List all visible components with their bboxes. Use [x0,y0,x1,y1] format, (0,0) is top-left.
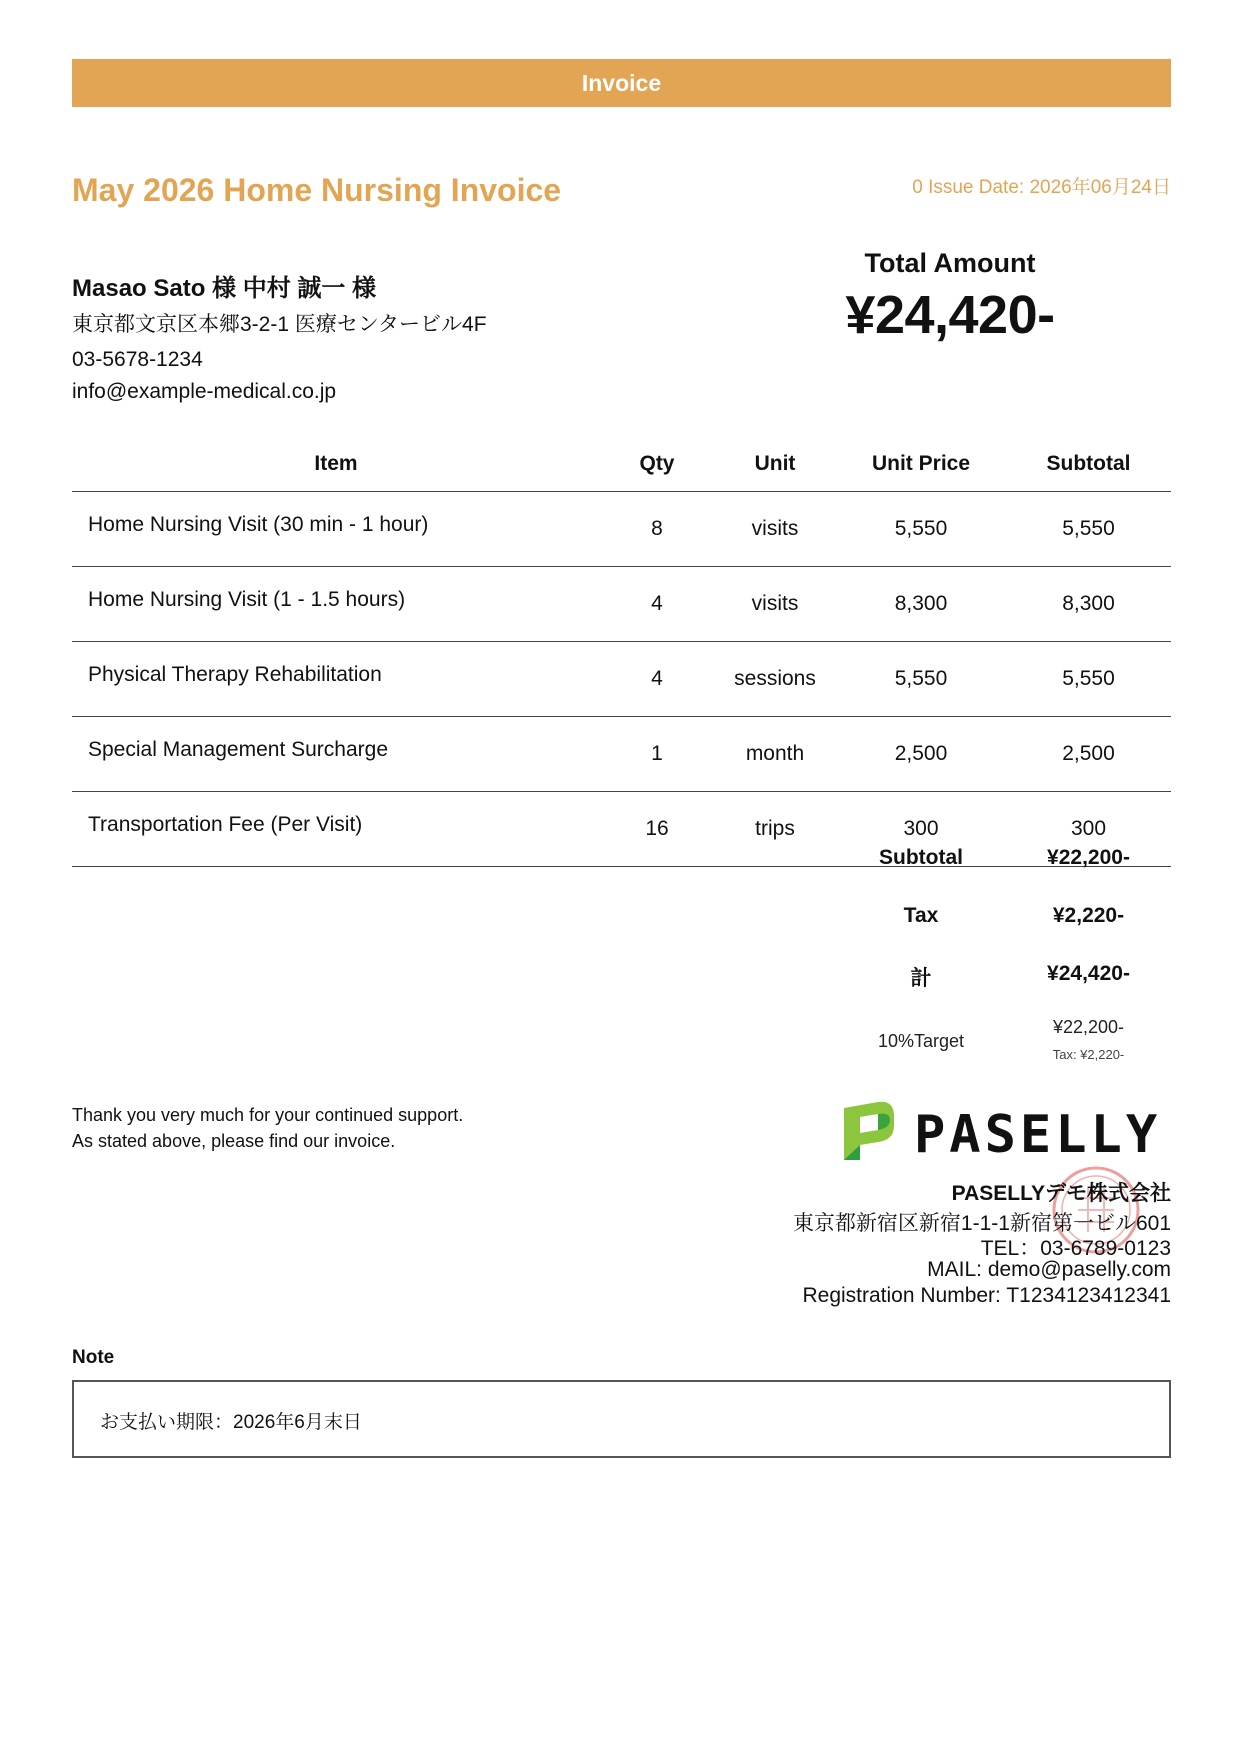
header-qty: Qty [600,437,714,492]
client-phone: 03-5678-1234 [72,348,203,371]
row-unit-price: 8,300 [836,567,1006,642]
client-name: Masao Sato 様 中村 誠一 様 [72,275,377,302]
table-row [72,492,1171,567]
client-email: info@example-medical.co.jp [72,380,337,403]
row-subtotal: 8,300 [1006,567,1171,642]
row-subtotal: 2,500 [1006,717,1171,792]
row-unit: visits [714,567,836,642]
row-qty: 4 [600,567,714,642]
tax-target-amount: ¥22,200- [1052,1017,1125,1037]
issue-date: 0 Issue Date: 2026年06月24日 [912,177,1171,198]
paselly-logo [838,1100,1171,1160]
row-qty: 16 [600,792,714,867]
row-subtotal: 300 [1006,792,1171,867]
summary-subtotal-value: ¥22,200- [1047,846,1130,869]
thanks-line-1: Thank you very much for your continued support. [72,1105,464,1125]
row-qty: 4 [600,642,714,717]
table-row [72,642,1171,717]
logo-text: PASELLY [914,1105,1162,1160]
row-item: Transportation Fee (Per Visit) [72,792,600,867]
header-unit-price: Unit Price [836,437,1006,492]
row-unit-price: 2,500 [836,717,1006,792]
row-unit: sessions [714,642,836,717]
summary-total-value: ¥24,420- [1047,962,1130,985]
table-header-row [72,437,1171,492]
note-label: Note [72,1347,115,1368]
row-subtotal: 5,550 [1006,642,1171,717]
header-item: Item [72,437,600,492]
total-amount-label: Total Amount [864,248,1036,278]
summary-tax-label: Tax [903,904,939,927]
row-item: Home Nursing Visit (1 - 1.5 hours) [72,567,600,642]
company-registration: Registration Number: T1234123412341 [802,1284,1171,1307]
company-mail: MAIL: demo@paselly.com [927,1258,1171,1281]
company-address: 東京都新宿区新宿1-1-1新宿第一ビル601 [792,1212,1171,1235]
row-subtotal: 5,550 [1006,492,1171,567]
total-amount-value: ¥24,420- [845,285,1055,345]
company-tel: TEL：03-6789-0123 [980,1237,1171,1260]
tax-target-tax: Tax: ¥2,220- [1052,1047,1125,1062]
client-address: 東京都文京区本郷3-2-1 医療センタービル4F [72,313,487,336]
row-unit: trips [714,792,836,867]
invoice-banner: Invoice [72,59,1171,107]
line-items-table [72,437,1171,867]
company-name: PASELLYデモ株式会社 [951,1182,1171,1205]
tax-target-label: 10%Target [877,1031,965,1051]
summary-tax-value: ¥2,220- [1052,904,1125,927]
row-qty: 1 [600,717,714,792]
row-unit: month [714,717,836,792]
paselly-leaf-icon [844,1102,894,1160]
note-text: お支払い期限：2026年6月末日 [100,1412,362,1433]
summary-total-label: 計 [910,967,932,990]
row-unit-price: 5,550 [836,492,1006,567]
header-unit: Unit [714,437,836,492]
table-row [72,717,1171,792]
note-box [72,1380,1171,1458]
summary-subtotal-label: Subtotal [879,846,963,869]
row-unit-price: 5,550 [836,642,1006,717]
row-unit: visits [714,492,836,567]
row-item: Physical Therapy Rehabilitation [72,642,600,717]
table-row [72,567,1171,642]
row-qty: 8 [600,492,714,567]
row-unit-price: 300 [836,792,1006,867]
row-item: Home Nursing Visit (30 min - 1 hour) [72,492,600,567]
row-item: Special Management Surcharge [72,717,600,792]
page-title: May 2026 Home Nursing Invoice [72,172,562,208]
header-subtotal: Subtotal [1006,437,1171,492]
thanks-line-2: As stated above, please find our invoice. [72,1131,396,1151]
